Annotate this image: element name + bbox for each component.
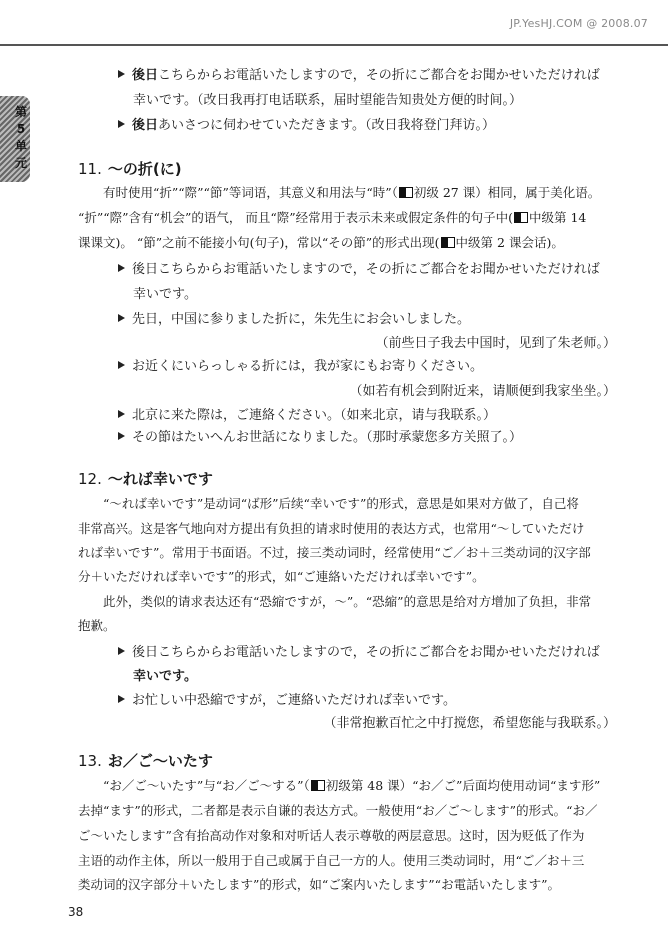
- example-item: [118, 114, 495, 133]
- paragraph-line: [78, 233, 564, 251]
- section-heading-11: [78, 158, 182, 179]
- section-heading-12: [78, 468, 213, 489]
- paragraph-line: 主语的动作主体，所以一般用于自己或属于自己一方的人。使用三类动词时，用“ご／お＋三: [78, 853, 585, 868]
- text: 初级第 48 课）“お／ご”后面均使用动词“ます形”: [325, 778, 601, 793]
- example-text: こちらからお電話いたしますので，その折にご都合をお聞かせいただければ: [158, 68, 600, 83]
- text: 课课文)。 “節”之前不能接小句(句子)，常以“その節”的形式出现(: [78, 235, 440, 250]
- book-reference-icon: [441, 237, 455, 248]
- text: 有时使用“折”“際”“節”等词语，其意义和用法与“時”（: [103, 185, 398, 200]
- example-item: [118, 355, 483, 374]
- paragraph-line: 抱歉。: [78, 618, 116, 633]
- example-item: [118, 689, 456, 708]
- header-rule: [0, 44, 668, 46]
- example-text: 後日こちらからお電話いたしますので，その折にご都合をお聞かせいただければ: [132, 645, 600, 660]
- text: 初级 27 课）相同，属于美化语。: [413, 185, 601, 200]
- text: “折”“際”含有“机会”的语气， 而且“際”经常用于表示未来或假定条件的句子中(: [78, 210, 513, 225]
- text: “お／ご～いたす”与“お／ご～する”（: [103, 778, 310, 793]
- text: 中级第 14: [528, 210, 587, 225]
- example-continuation: 幸いです。: [133, 669, 197, 684]
- example-text: 後日こちらからお電話いたしますので，その折にご都合をお聞かせいただければ: [132, 262, 600, 277]
- example-translation: （前些日子我去中国时，见到了朱老师。）: [375, 336, 616, 351]
- section-title: ～の折(に): [107, 160, 182, 178]
- page-number: 38: [68, 905, 84, 919]
- example-text: 北京に来た際は，ご連絡ください。（如来北京，请与我联系。）: [132, 408, 497, 423]
- section-heading-13: [78, 750, 213, 771]
- bullet-triangle-icon: [118, 120, 125, 128]
- section-number: 12.: [78, 470, 102, 488]
- unit-side-tab: [0, 96, 30, 182]
- paragraph-line: [103, 183, 600, 201]
- text: 中级第 2 课会话)。: [455, 235, 564, 250]
- paragraph-line: [103, 776, 600, 794]
- example-translation: （如若有机会到附近来，请顺便到我家坐坐。）: [349, 384, 616, 399]
- paragraph-line: 此外，类似的请求表达还有“恐縮ですが，～”。“恐縮”的意思是给对方增加了负担，非常: [103, 594, 592, 609]
- section-number: 13.: [78, 752, 102, 770]
- example-text: お忙しい中恐縮ですが，ご連絡いただければ幸いです。: [132, 693, 456, 708]
- example-item: [118, 258, 600, 277]
- bullet-triangle-icon: [118, 410, 125, 418]
- example-item: [118, 641, 600, 660]
- paragraph-line: [78, 208, 586, 226]
- example-continuation: 幸いです。: [133, 287, 197, 302]
- bullet-triangle-icon: [118, 695, 125, 703]
- example-lead: 後日: [132, 68, 159, 83]
- example-translation: （非常抱歉百忙之中打搅您，希望您能与我联系。）: [323, 716, 616, 731]
- unit-label: 第5单元: [14, 105, 27, 170]
- bullet-triangle-icon: [118, 361, 125, 369]
- bullet-triangle-icon: [118, 264, 125, 272]
- example-item: [118, 404, 496, 423]
- paragraph-line: ご～いたします”含有抬高动作对象和对听话人表示尊敬的两层意思。这时，因为贬低了作为: [78, 828, 585, 843]
- paragraph-line: 类动词的汉字部分＋いたします”的形式，如“ご案内いたします”“お電話いたします”。: [78, 877, 560, 892]
- bullet-triangle-icon: [118, 647, 125, 655]
- example-text: あいさつに伺わせていただきます。（改日我将登门拜访。）: [158, 118, 495, 133]
- paragraph-line: 分＋いただければ幸いです”的形式，如“ご連絡いただければ幸いです”。: [78, 569, 485, 584]
- example-text: お近くにいらっしゃる折には，我が家にもお寄りください。: [132, 359, 484, 374]
- example-item: [118, 308, 470, 327]
- example-text: その節はたいへんお世話になりました。（那时承蒙您多方关照了。）: [132, 430, 523, 445]
- paragraph-line: 非常高兴。这是客气地向对方提出有负担的请求时使用的表达方式，也常用“～していただけ: [78, 521, 585, 536]
- example-item: [118, 64, 600, 83]
- bullet-triangle-icon: [118, 314, 125, 322]
- book-reference-icon: [399, 187, 413, 198]
- example-text: 先日，中国に参りました折に，朱先生にお会いしました。: [132, 312, 471, 327]
- bullet-triangle-icon: [118, 70, 125, 78]
- paragraph-line: “～れば幸いです”是动词“ば形”后续“幸いです”的形式，意思是如果对方做了，自己将: [103, 496, 579, 511]
- section-title: お／ご～いたす: [107, 752, 213, 770]
- example-lead: 後日: [132, 118, 159, 133]
- paragraph-line: 去掉“ます”的形式，二者都是表示自谦的表达方式。一般使用“お／ご～します”的形式。“お／: [78, 803, 598, 818]
- section-number: 11.: [78, 160, 102, 178]
- book-reference-icon: [311, 780, 325, 791]
- book-reference-icon: [514, 212, 528, 223]
- example-continuation: 幸いです。（改日我再打电话联系，届时望能告知贵处方便的时间。）: [133, 93, 522, 108]
- example-item: [118, 426, 522, 445]
- section-title: ～れば幸いです: [107, 470, 213, 488]
- watermark: JP.YesHJ.COM @ 2008.07: [509, 17, 648, 30]
- bullet-triangle-icon: [118, 432, 125, 440]
- paragraph-line: れば幸いです”。常用于书面语。不过，接三类动词时，经常使用“ご／お＋三类动词的汉字部: [78, 545, 591, 560]
